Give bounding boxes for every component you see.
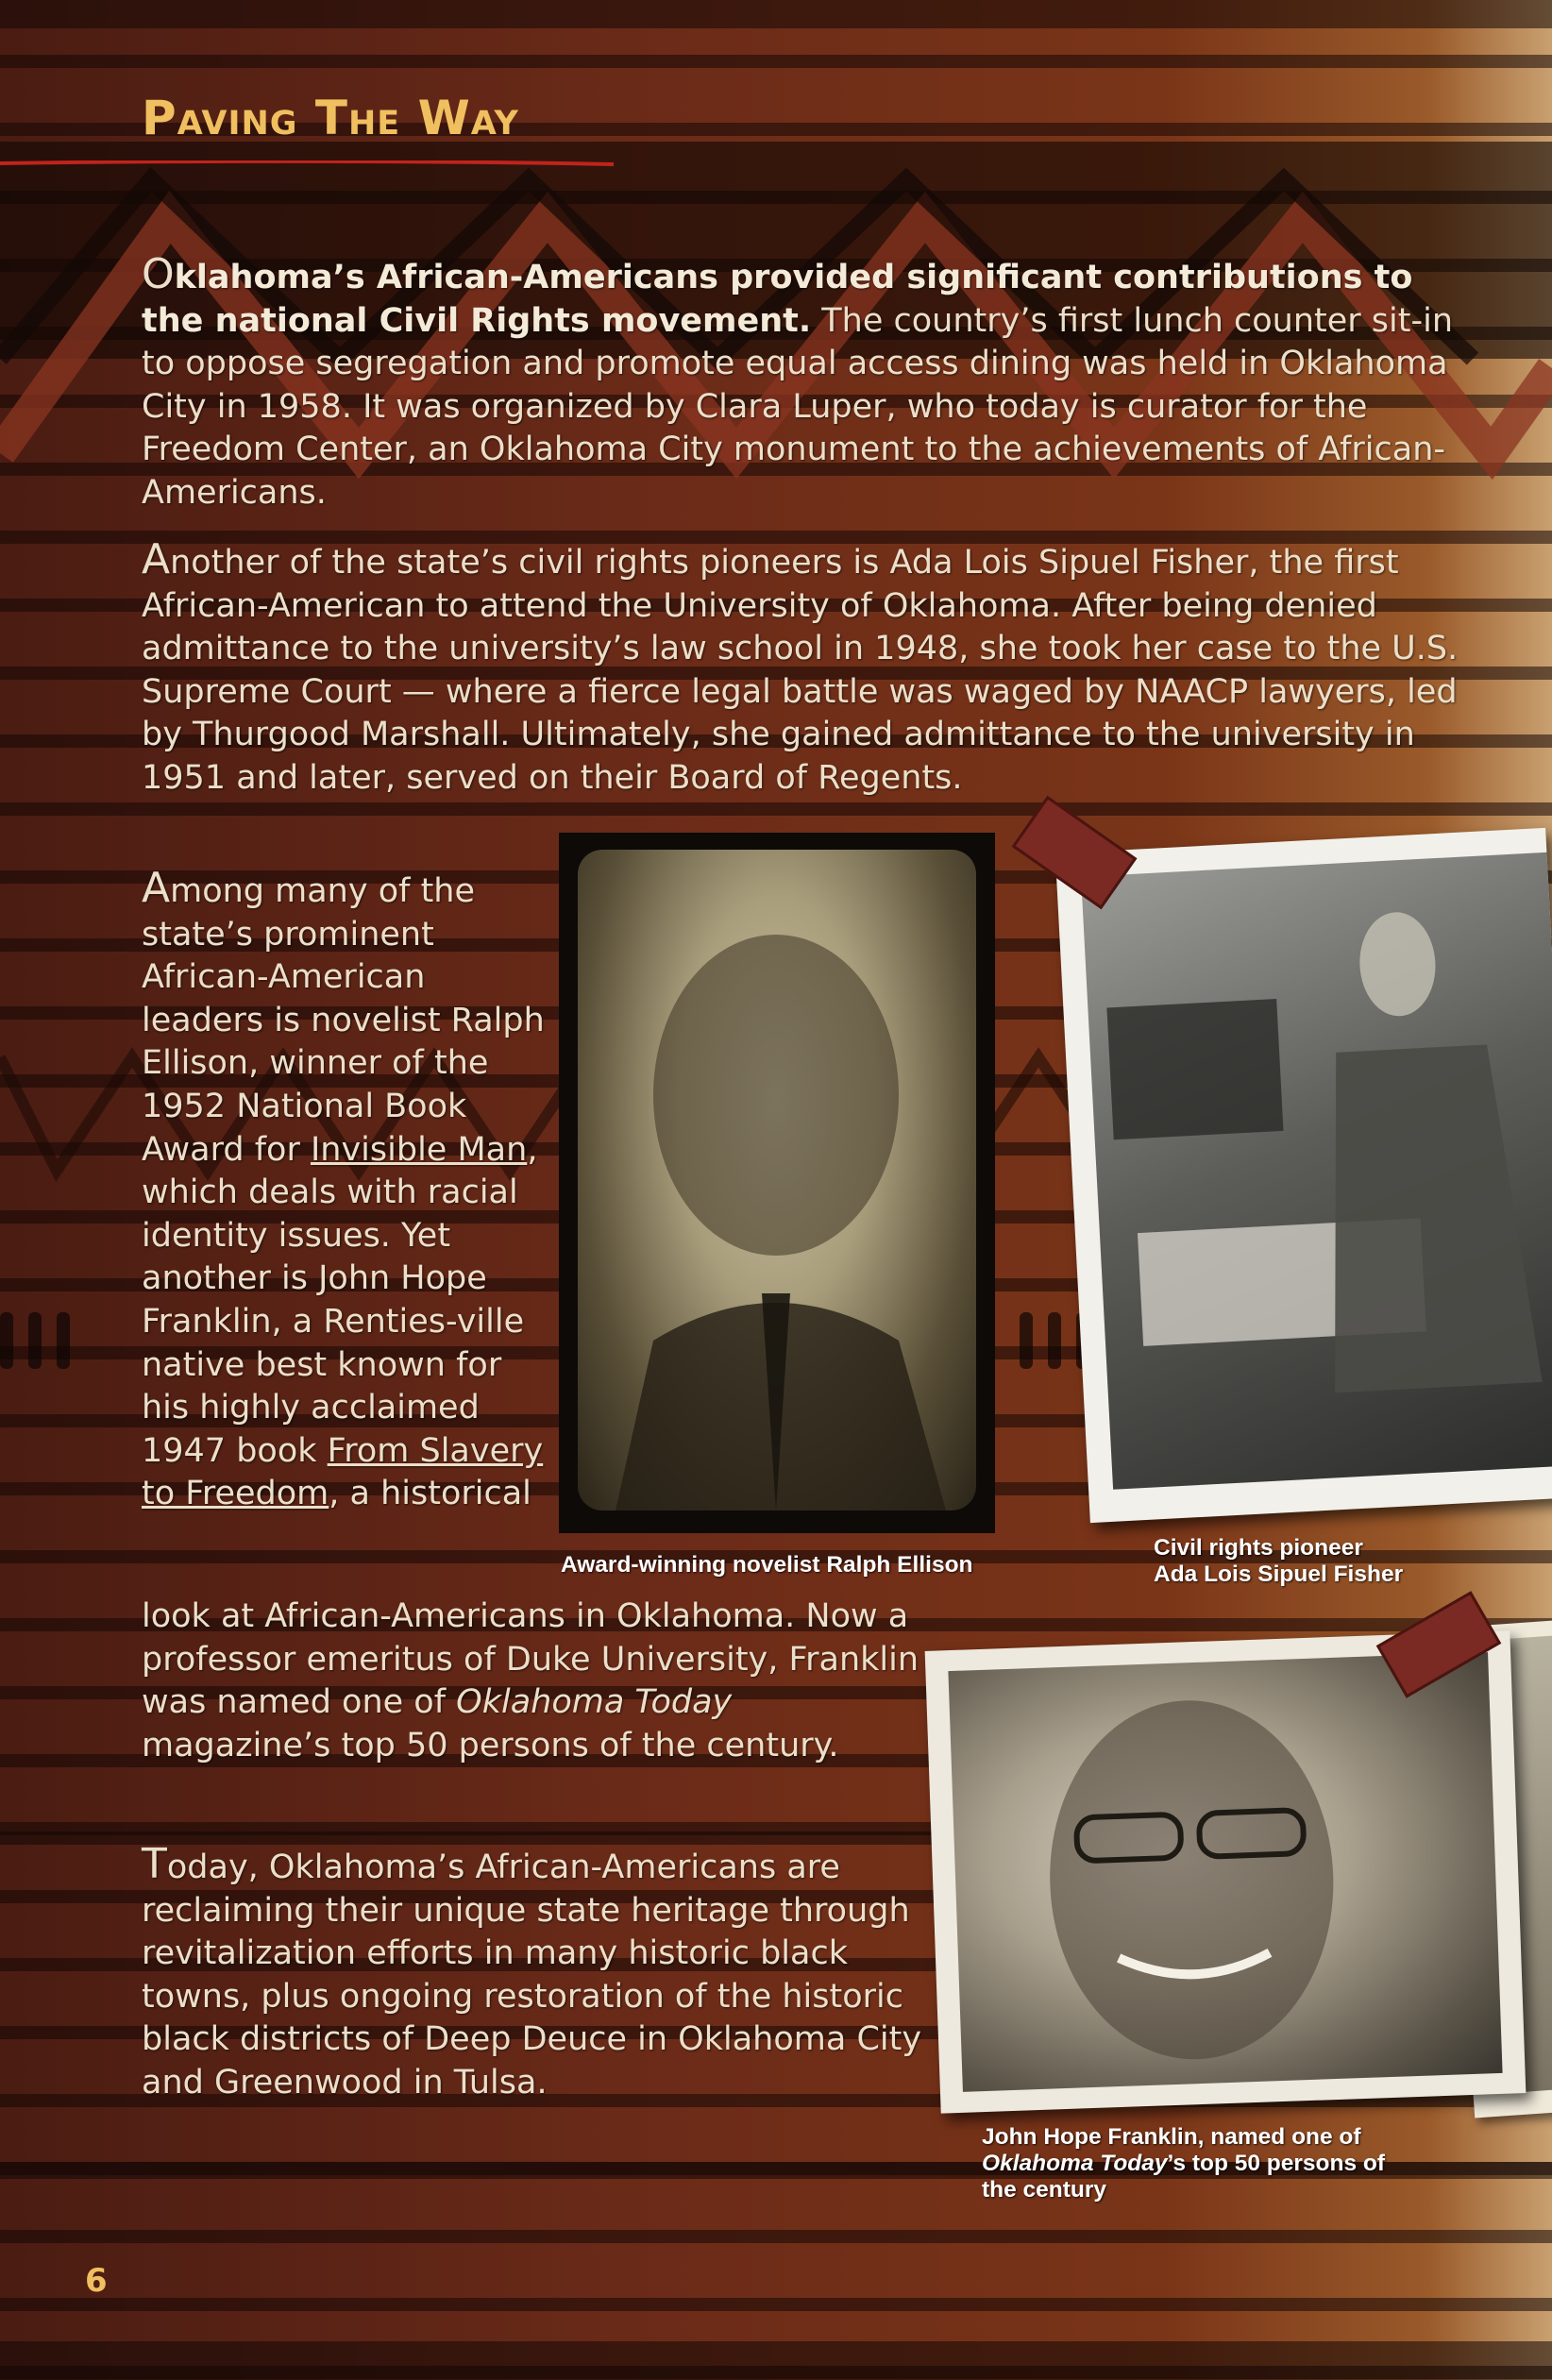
ellison-photo xyxy=(559,833,995,1533)
page-title: Paving The Way xyxy=(142,91,519,145)
page-number: 6 xyxy=(85,2262,108,2300)
portrait-silhouette xyxy=(948,1652,1502,2092)
paragraph-text: The country’s first lunch counter sit-in to oppose segregation and promote equal access dining was held in Oklahoma City in 1958. It was organized by Clara Luper, who today is curator for the Freedom Center, an Oklahoma City monument to the achievements of African-Americans. xyxy=(142,301,1454,512)
caption-magazine-title: Oklahoma Today xyxy=(982,2151,1168,2176)
fisher-caption-line2: Ada Lois Sipuel Fisher xyxy=(1154,1561,1404,1587)
paragraph-civil-rights xyxy=(142,250,1473,515)
lead-sentence: klahoma’s African-Americans provided significant contributions to the national Civil Rights movement. xyxy=(142,259,1413,340)
book-title-from-slavery: From Slavery to Freedom xyxy=(142,1431,544,1513)
paragraph-text: mong many of the state’s prominent African-American leaders is novelist Ralph Ellison, winner of the 1952 National Book Award for xyxy=(142,872,545,1169)
bottom-dark-band xyxy=(0,2341,1552,2380)
title-underline xyxy=(0,160,614,166)
fisher-caption-line1: Civil rights pioneer xyxy=(1154,1535,1363,1561)
courtroom-shapes xyxy=(1081,852,1552,1490)
top-dark-band xyxy=(0,0,1552,28)
fisher-photo xyxy=(1055,828,1552,1523)
book-title-invisible-man: Invisible Man xyxy=(310,1130,528,1169)
caption-text: John Hope Franklin, named one of xyxy=(982,2124,1361,2150)
fisher-courtroom-image xyxy=(1081,852,1552,1490)
paragraph-text: nother of the state’s civil rights pioneers is Ada Lois Sipuel Fisher, the first African-American to attend the University of Oklahoma. After being denied admittance to the university’s law school in 1948, she took her case to the U.S. Supreme Court — where a fierce legal battle was waged by NAACP lawyers, led by Thurgood Marshall. Ultimately, she gained admittance to the university in 1951 and later, served on their Board of Regents. xyxy=(142,544,1459,797)
paragraph-text: oday, Oklahoma’s African-Americans are reclaiming their unique state heritage through revitalization efforts in many historic black towns, plus ongoing restoration of the historic black districts of Deep Deuce in Oklahoma City and Greenwood in Tulsa. xyxy=(142,1848,922,2101)
fisher-caption xyxy=(1154,1535,1456,1588)
drop-letter: T xyxy=(142,1840,167,1888)
franklin-portrait-image xyxy=(948,1652,1502,2092)
ellison-portrait-image xyxy=(578,850,976,1511)
paragraph-text: look at African-Americans in Oklahoma. Now a professor emeritus of Duke University, Franklin was named one of xyxy=(142,1597,919,1722)
caption-text: ’s top 50 persons of the century xyxy=(982,2151,1386,2203)
drop-letter: O xyxy=(142,250,175,298)
magazine-title: Oklahoma Today xyxy=(456,1683,733,1722)
franklin-photo xyxy=(925,1630,1527,2113)
portrait-silhouette xyxy=(578,850,976,1511)
paragraph-text: magazine’s top 50 persons of the century. xyxy=(142,1726,839,1764)
drop-letter: A xyxy=(142,535,171,583)
ellison-caption: Award-winning novelist Ralph Ellison xyxy=(561,1552,973,1578)
paragraph-ellison-franklin xyxy=(142,864,557,1516)
paragraph-today xyxy=(142,1840,925,2105)
drop-letter: A xyxy=(142,864,171,912)
paragraph-text: , a historical xyxy=(329,1475,531,1513)
franklin-caption xyxy=(982,2124,1416,2203)
paragraph-franklin-continued xyxy=(142,1595,925,1767)
paragraph-text: , which deals with racial identity issues. Yet another is John Hope Franklin, a Renties-ville native best known for his highly acclaimed 1947 book xyxy=(142,1130,538,1470)
paragraph-fisher xyxy=(142,535,1473,801)
